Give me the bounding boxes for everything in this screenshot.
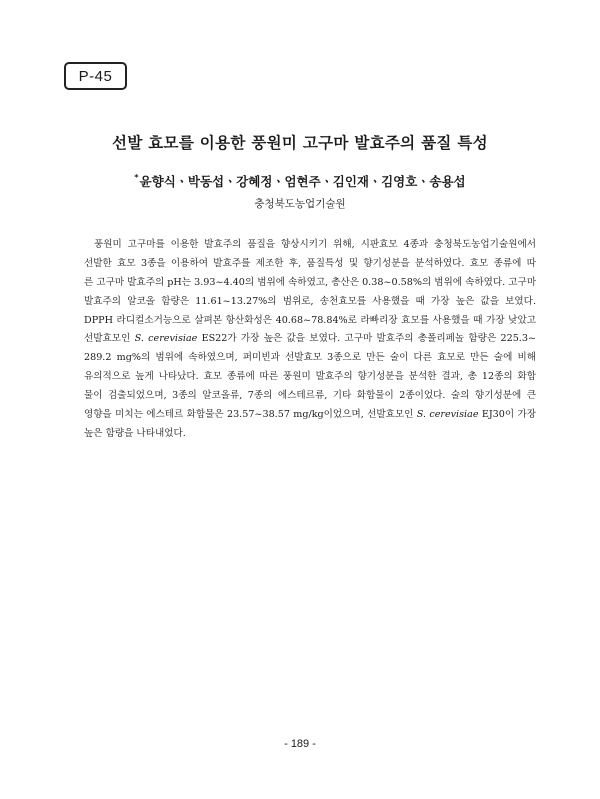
species-name: S. cerevisiae — [416, 409, 479, 421]
abstract-line: 유의적으로 높게 나타났다. 효모 종류에 따른 풍원미 발효주의 향기성분을 분석한 결과, 총 12종의 화합 — [84, 371, 536, 383]
page-number: - 189 - — [284, 738, 316, 750]
abstract-line: 풍원미 고구마를 이용한 발효주의 품질을 향상시키기 위해, 시판효모 4종과 충청북도농업기술원에서 — [94, 239, 536, 250]
poster-number-badge: P-45 — [64, 62, 127, 90]
abstract-line: 높은 함량을 나타내었다. — [84, 427, 186, 439]
abstract-line: DPPH 라디컬소거능으로 살펴본 항산화성은 40.68~78.84%로 라빠리장 효모를 사용했을 때 가장 낮았고 — [84, 314, 536, 326]
author-list — [0, 172, 600, 190]
abstract-line: 른 고구마 발효주의 pH는 3.93~4.40의 범위에 속하였고, 총산은 0.38~0.58%의 범위에 속하였다. 고구마 — [84, 276, 537, 288]
abstract — [84, 236, 536, 444]
abstract-line: 선발효모인 S. cerevisiae ES22가 가장 높은 값을 보였다. 고구마 발효주의 총폴리페놀 함량은 225.3~ — [84, 333, 536, 345]
abstract-line: 영향을 미치는 에스테르 화합물은 23.57~38.57 mg/kg이었으며, 선발효모인 S. cerevisiae EJ30이 가장 — [84, 409, 536, 421]
author-names: 윤향식ㆍ박동섭ㆍ강혜정ㆍ엄현주ㆍ김인재ㆍ김영호ㆍ송용섭 — [139, 174, 466, 189]
abstract-line: 289.2 mg%의 범위에 속하였으며, 퍼미빈과 선발효모 3종으로 만든 술이 다른 효모로 만든 술에 비해 — [84, 352, 536, 364]
abstract-line: 물이 검출되었으며, 3종의 알코올류, 7종의 에스테르류, 기타 화합물이 2종이었다. 술의 향기성분에 큰 — [84, 390, 536, 402]
paper-title: 선발 효모를 이용한 풍원미 고구마 발효주의 품질 특성 — [112, 134, 488, 152]
abstract-line: 선발한 효모 3종을 이용하여 발효주를 제조한 후, 품질특성 및 향기성분을 분석하였다. 효모 종류에 따 — [84, 257, 536, 269]
abstract-line: 발효주의 알코올 함량은 11.61~13.27%의 범위로, 송천효모를 사용했을 때 가장 높은 값을 보였다. — [84, 295, 536, 307]
species-name: S. cerevisiae — [134, 333, 198, 345]
affiliation: 충청북도농업기술원 — [254, 198, 346, 210]
corresponding-author-marker: * — [134, 173, 139, 182]
